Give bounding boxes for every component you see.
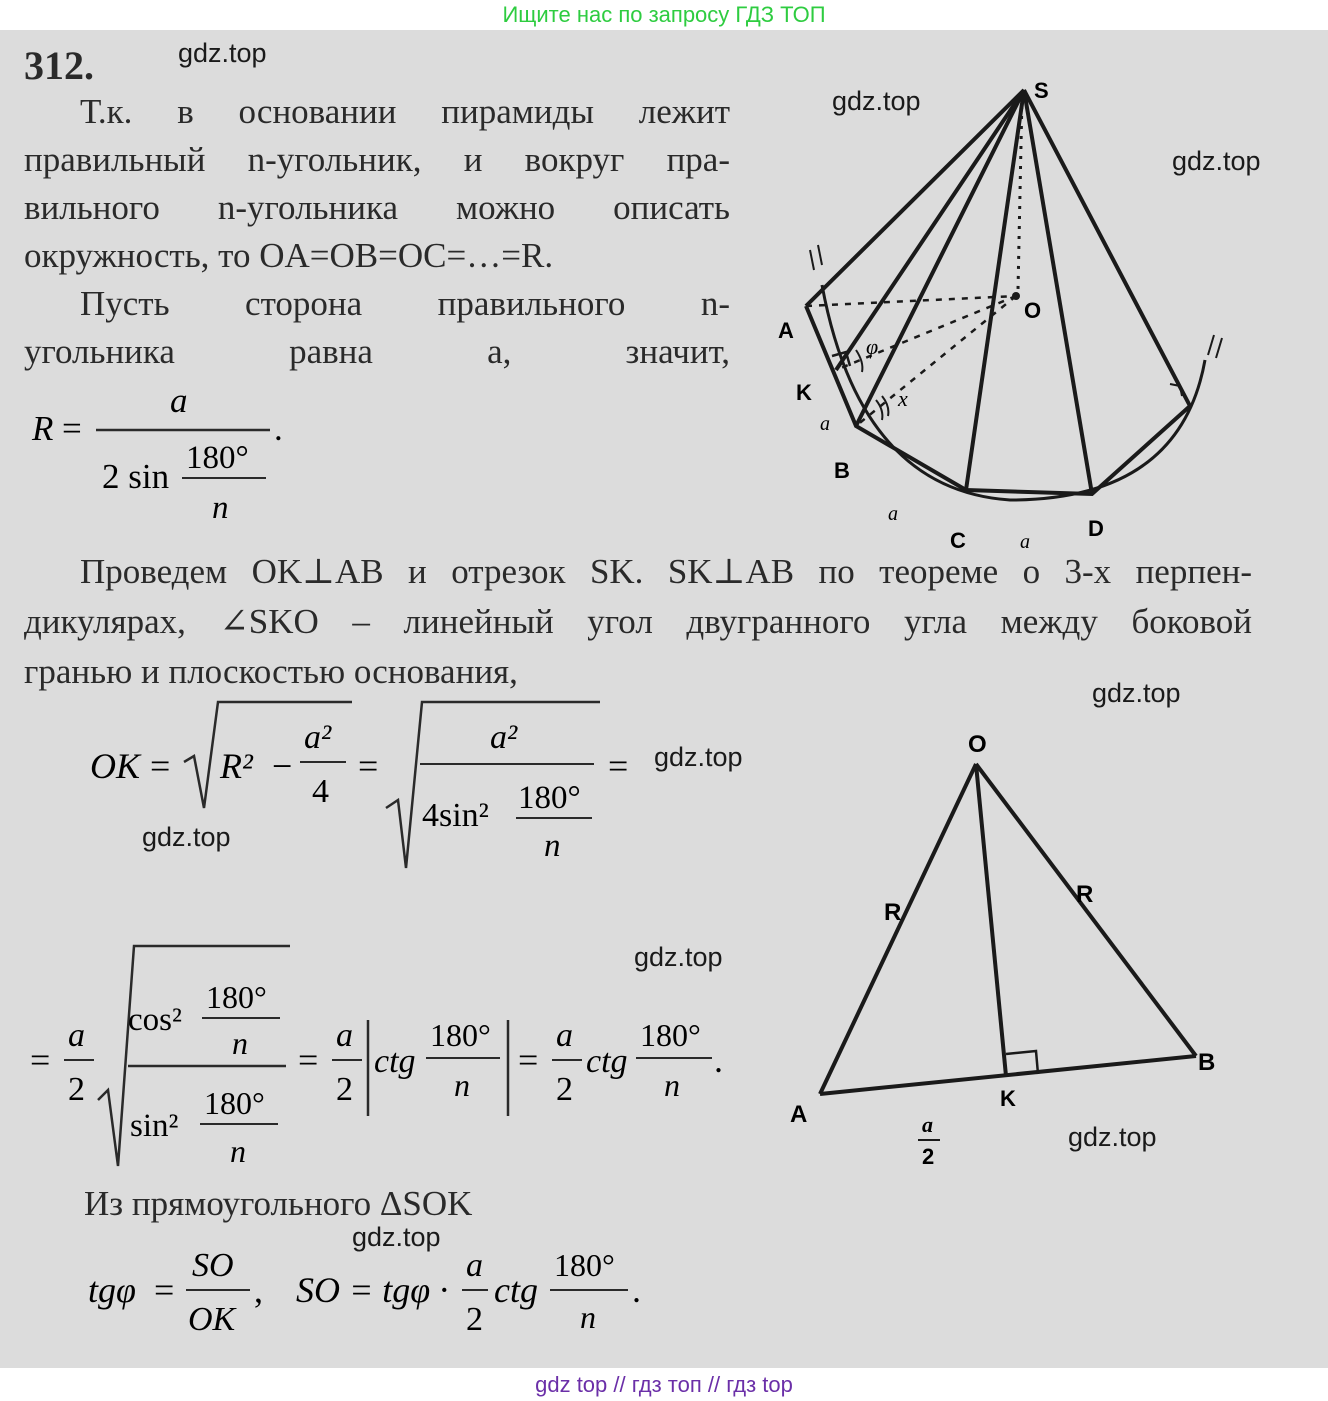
sym-ctg: ctg <box>374 1043 416 1080</box>
sym-eq: = <box>30 1040 51 1080</box>
label-a-half-den: 2 <box>922 1144 935 1169</box>
watermark: gdz.top <box>352 1222 441 1252</box>
watermark: gdz.top <box>178 38 267 68</box>
sym-a: a <box>68 1017 85 1054</box>
sym-minus: − <box>272 746 293 786</box>
sym-2sin: 2 sin <box>102 457 170 496</box>
sym-tgphi: tgφ <box>88 1270 136 1310</box>
sym-a2-b: a² <box>490 719 518 756</box>
problem-number: 312. <box>24 43 94 88</box>
sym-n: n <box>664 1067 680 1103</box>
sym-180: 180° <box>186 440 249 476</box>
label-B: B <box>834 458 850 483</box>
sym-n: n <box>232 1025 248 1061</box>
sym-180: 180° <box>206 979 267 1015</box>
formula-radius <box>20 360 320 550</box>
sym-180: 180° <box>554 1247 615 1283</box>
sym-R: R <box>32 409 54 448</box>
label-O: O <box>1024 298 1042 323</box>
top-banner[interactable]: Ищите нас по запросу ГДЗ ТОП <box>0 0 1328 30</box>
paragraph-2-line-2: угольника равна a, значит, <box>24 332 730 371</box>
sym-180: 180° <box>430 1017 491 1053</box>
sym-n: n <box>454 1067 470 1103</box>
label-B: B <box>1198 1049 1216 1076</box>
triangle-figure <box>780 720 1250 1180</box>
sym-n: n <box>230 1133 246 1169</box>
paragraph-1-line-4: окружность, то OA=OB=OC=…=R. <box>24 236 554 275</box>
label-R-left: R <box>884 899 902 926</box>
watermark: gdz.top <box>654 742 743 772</box>
sym-a: a <box>170 381 188 420</box>
sym-R2: R² <box>220 746 253 786</box>
label-C: C <box>950 528 966 553</box>
formula-ctg <box>24 930 744 1180</box>
sym-180: 180° <box>640 1017 701 1053</box>
sym-ctg: ctg <box>586 1043 628 1080</box>
sym-n: n <box>580 1299 596 1335</box>
sym-dot: . <box>632 1270 641 1310</box>
sym-2: 2 <box>336 1071 353 1108</box>
label-phi: φ <box>866 334 879 359</box>
watermark: gdz.top <box>142 822 231 852</box>
watermark: gdz.top <box>1068 1122 1157 1152</box>
formula-tgphi <box>84 1230 684 1350</box>
label-S: S <box>1034 78 1049 103</box>
sym-OK: OK <box>90 746 141 786</box>
paragraph-3-line-3: гранью и плоскостью основания, <box>24 652 518 691</box>
label-a-half-num: a <box>922 1112 933 1137</box>
sym-180: 180° <box>518 780 581 816</box>
sym-OK: OK <box>188 1301 236 1338</box>
sym-a: a <box>556 1017 573 1054</box>
sym-SO: SO <box>192 1247 234 1284</box>
watermark: gdz.top <box>1092 678 1181 708</box>
watermark: gdz.top <box>832 86 921 116</box>
paragraph-3-line-2: дикулярах, ∠SKO – линейный угол двугранного угла между боковой <box>24 602 1252 641</box>
sym-dot: . <box>714 1040 723 1080</box>
paragraph-2-line-1: Пусть сторона правильного n- <box>80 284 730 323</box>
textbook-page <box>0 30 1328 1368</box>
sym-a: a <box>466 1247 483 1284</box>
sym-eq: = <box>150 746 171 786</box>
label-a-bc: a <box>888 503 898 525</box>
sym-SO-eq: SO = tgφ · <box>296 1270 449 1310</box>
sym-4: 4 <box>312 773 329 810</box>
pyramid-figure <box>770 50 1230 553</box>
formula-ok <box>80 690 680 890</box>
sym-dot: . <box>274 409 283 448</box>
sym-n: n <box>544 828 561 864</box>
sym-eq: = <box>518 1040 539 1080</box>
watermark: gdz.top <box>634 942 723 972</box>
sym-sin2: sin² <box>130 1108 179 1144</box>
sym-ctg: ctg <box>494 1270 538 1310</box>
sym-180: 180° <box>204 1085 265 1121</box>
sym-cos2: cos² <box>128 1002 182 1038</box>
sym-2: 2 <box>466 1301 483 1338</box>
paragraph-1-line-2: правильный n-угольник, и вокруг пра- <box>24 140 730 179</box>
sym-2: 2 <box>556 1071 573 1108</box>
sym-n: n <box>212 490 229 526</box>
label-A: A <box>778 318 794 343</box>
sym-eq: = <box>154 1270 175 1310</box>
sym-comma: , <box>254 1270 263 1310</box>
paragraph-1-line-3: вильного n-угольника можно описать <box>24 188 730 227</box>
sym-a2: a² <box>304 719 332 756</box>
sym-eq: = <box>358 746 379 786</box>
label-a-cd: a <box>1020 531 1030 553</box>
label-a-side: a <box>820 413 830 435</box>
sym-4sin2: 4sin² <box>422 797 489 834</box>
sym-eq: = <box>608 746 629 786</box>
label-x: x <box>898 386 908 411</box>
paragraph-3-line-1: Проведем OK⊥AB и отрезок SK. SK⊥AB по теореме о 3-х перпен- <box>80 552 1252 591</box>
sym-eq: = <box>62 409 82 448</box>
label-R-right: R <box>1076 881 1094 908</box>
sym-a: a <box>336 1017 353 1054</box>
paragraph-1-line-1: Т.к. в основании пирамиды лежит <box>80 92 730 131</box>
sym-eq: = <box>298 1040 319 1080</box>
label-D: D <box>1088 516 1104 541</box>
label-A: A <box>790 1101 808 1128</box>
sym-2: 2 <box>68 1071 85 1108</box>
label-O: O <box>968 731 987 758</box>
paragraph-4: Из прямоугольного ΔSOK <box>84 1184 473 1223</box>
label-K: K <box>796 380 812 405</box>
bottom-banner[interactable]: gdz top // гдз топ // гдз top <box>0 1368 1328 1401</box>
watermark: gdz.top <box>1172 146 1261 176</box>
label-K: K <box>1000 1086 1016 1111</box>
